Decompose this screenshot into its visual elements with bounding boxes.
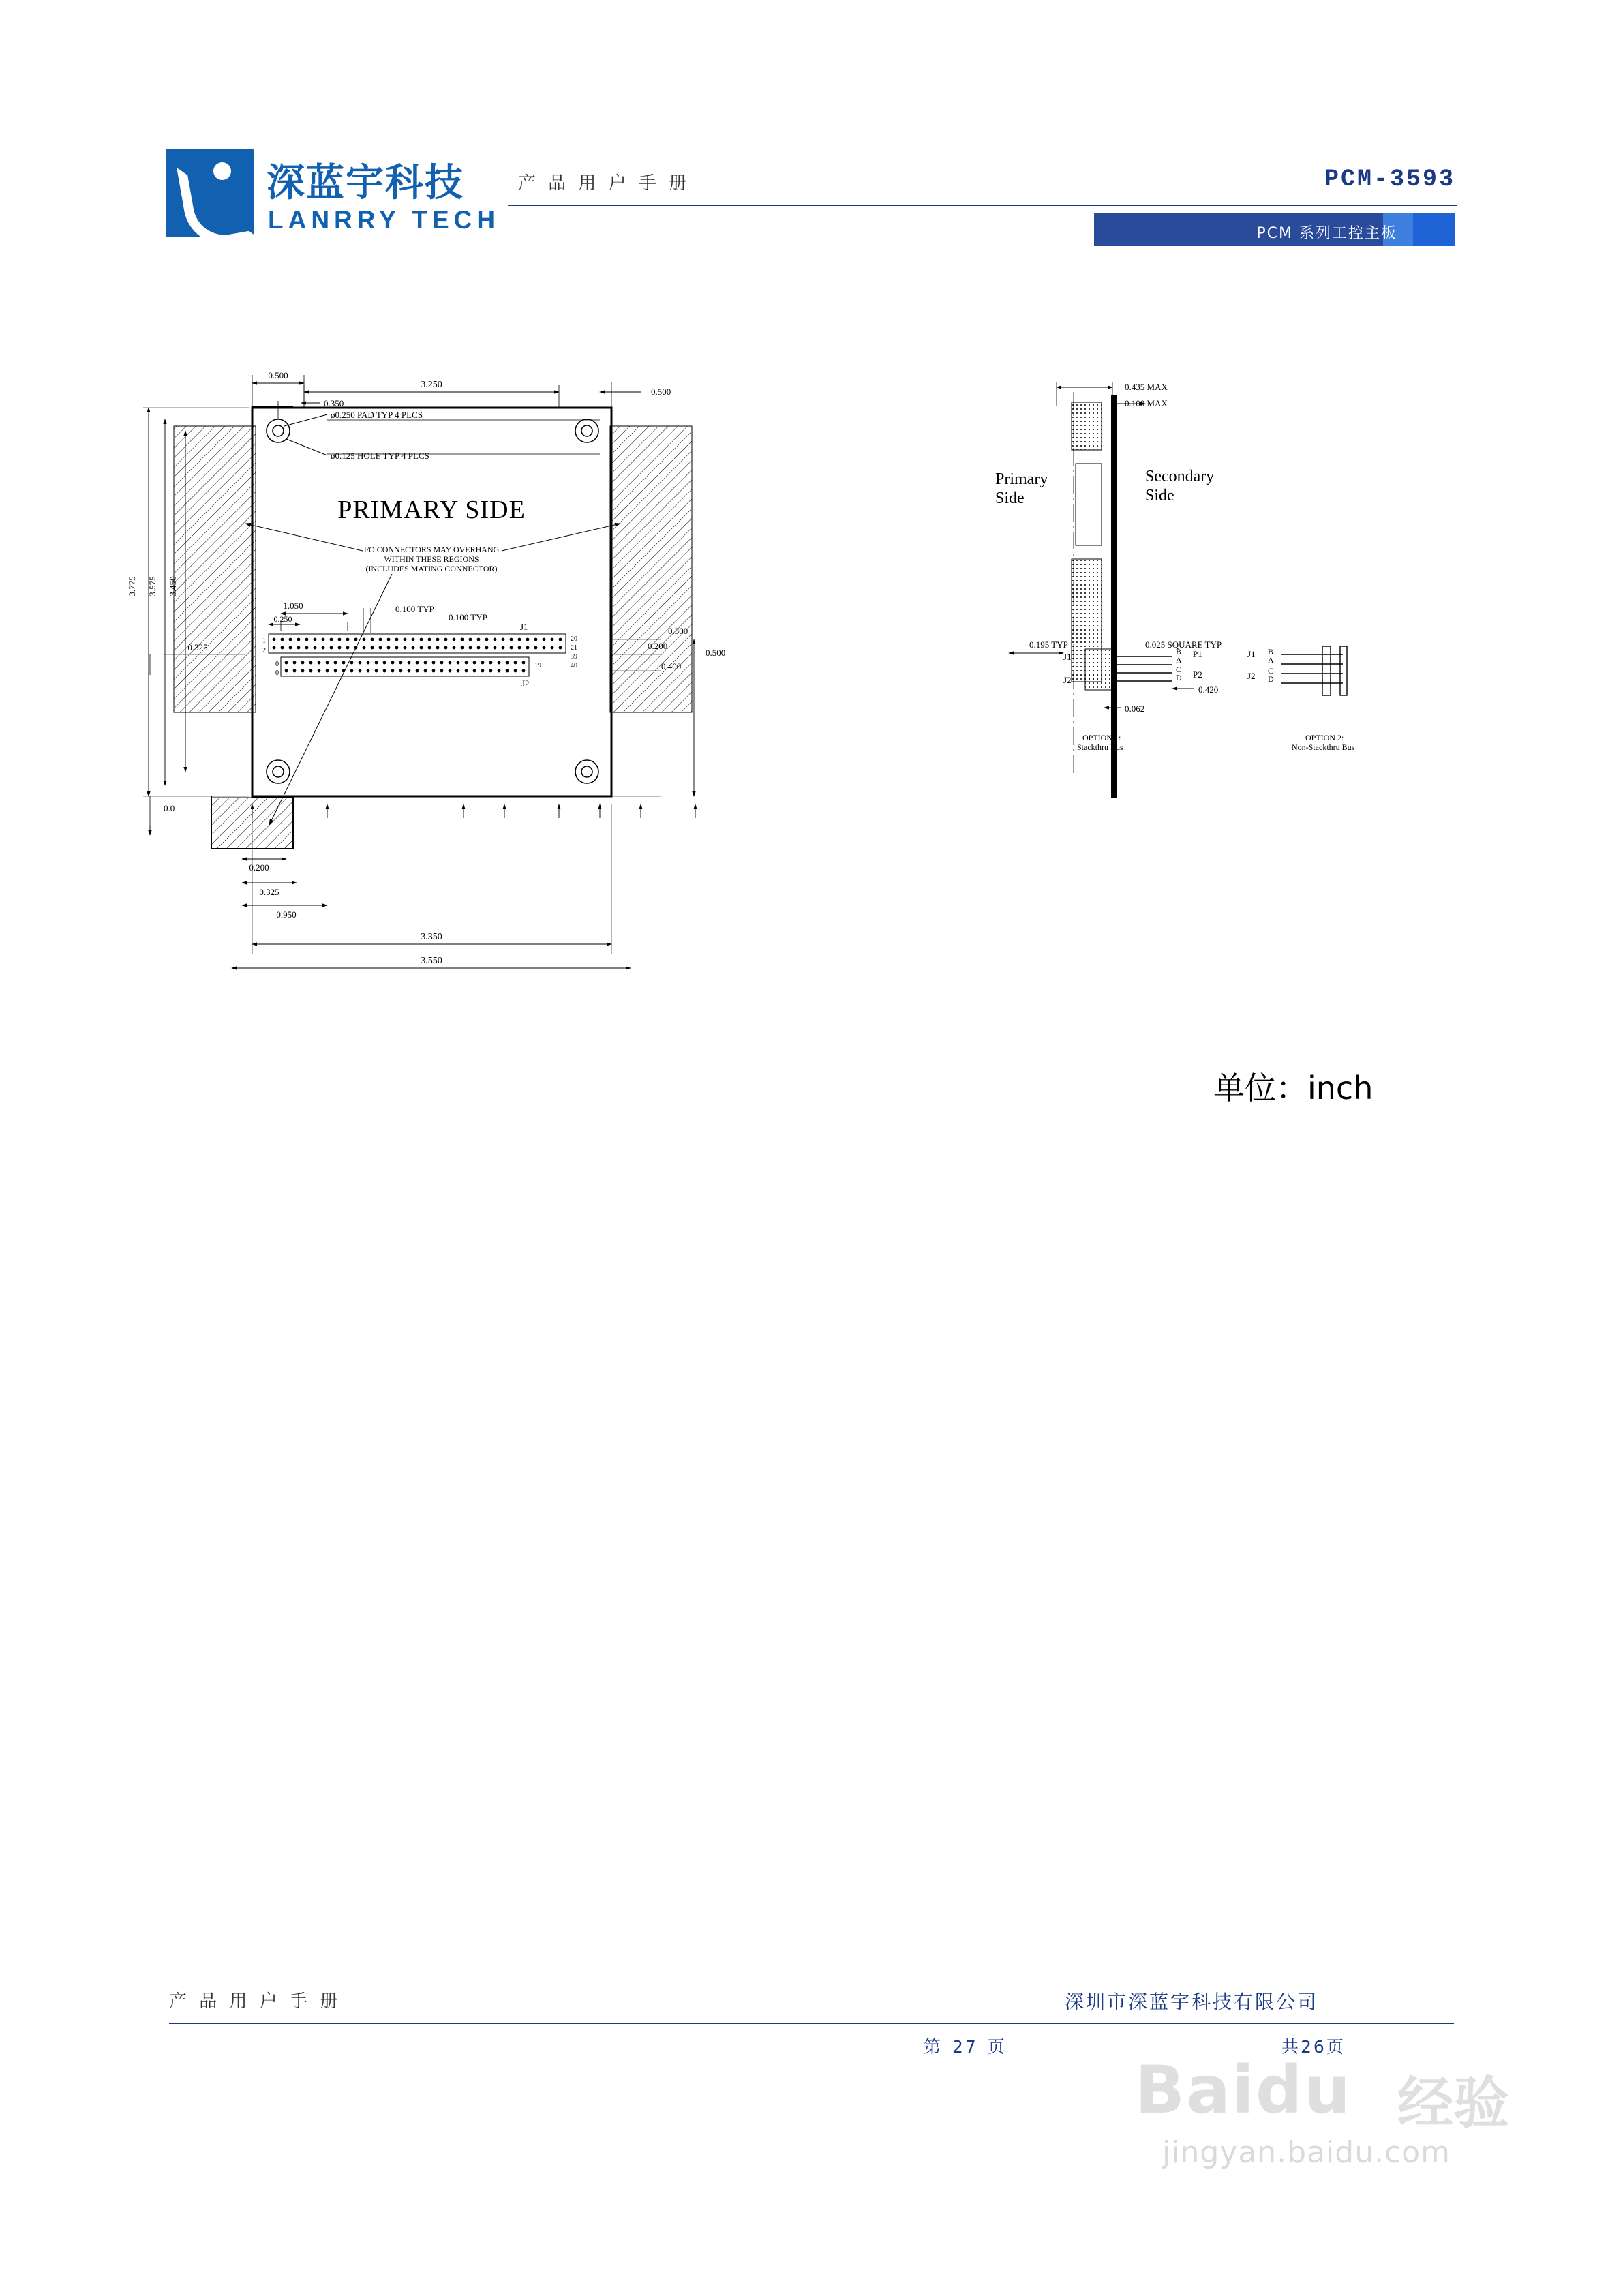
- svg-text:0.300: 0.300: [668, 626, 688, 636]
- total-pages-indicator: [1281, 2034, 1346, 2058]
- svg-text:C: C: [1176, 665, 1182, 674]
- brand-logo: [166, 149, 500, 265]
- svg-text:0.950: 0.950: [276, 909, 297, 920]
- svg-text:B: B: [1268, 647, 1274, 656]
- svg-text:D: D: [1176, 673, 1182, 682]
- svg-text:I/O CONNECTORS MAY OVERHANG: I/O CONNECTORS MAY OVERHANG: [363, 545, 500, 554]
- svg-text:Non-Stackthru Bus: Non-Stackthru Bus: [1292, 742, 1355, 752]
- svg-text:2: 2: [262, 647, 266, 654]
- header-manual-label: 产 品 用 户 手 册: [518, 173, 691, 194]
- svg-text:0.025 SQUARE TYP: 0.025 SQUARE TYP: [1145, 639, 1222, 650]
- page-suffix: 页: [987, 2037, 1007, 2057]
- svg-text:1: 1: [262, 637, 266, 645]
- svg-text:J2: J2: [1247, 671, 1256, 681]
- svg-text:Side: Side: [995, 489, 1025, 507]
- footer-company-name: 深圳市深蓝宇科技有限公司: [1065, 1991, 1319, 2013]
- svg-text:J1: J1: [1247, 649, 1256, 659]
- svg-text:3.350: 3.350: [421, 932, 442, 942]
- total-suffix: 页: [1326, 2037, 1346, 2057]
- svg-text:0.195 TYP: 0.195 TYP: [1029, 639, 1068, 650]
- svg-text:ø0.250 PAD TYP 4 PLCS: ø0.250 PAD TYP 4 PLCS: [331, 410, 423, 420]
- svg-text:40: 40: [571, 662, 577, 669]
- svg-text:B: B: [1176, 647, 1182, 656]
- svg-text:J2: J2: [521, 678, 530, 689]
- svg-text:P2: P2: [1193, 669, 1202, 680]
- header-series-bar-accent: [1413, 213, 1455, 246]
- header-model-number: PCM-3593: [1324, 166, 1455, 193]
- mechanical-drawing: [123, 354, 1506, 1173]
- page-footer: [0, 1987, 1623, 2137]
- svg-text:0.250: 0.250: [273, 614, 292, 624]
- svg-text:20: 20: [571, 635, 577, 643]
- svg-text:J2: J2: [1063, 675, 1072, 685]
- footer-divider: [169, 2023, 1454, 2024]
- svg-text:J1: J1: [1063, 652, 1072, 662]
- footer-manual-label: 产 品 用 户 手 册: [169, 1991, 342, 2012]
- svg-text:OPTION 1:: OPTION 1:: [1082, 733, 1121, 742]
- svg-text:Secondary: Secondary: [1145, 468, 1215, 485]
- page-prefix: 第: [924, 2037, 943, 2057]
- header-divider: [508, 205, 1457, 206]
- logo-chinese-name: 深蓝宇科技: [267, 161, 464, 205]
- svg-text:0: 0: [275, 669, 279, 677]
- svg-text:Primary: Primary: [995, 470, 1048, 488]
- svg-text:1.050: 1.050: [283, 601, 303, 611]
- svg-text:PRIMARY SIDE: PRIMARY SIDE: [337, 496, 526, 524]
- svg-text:A: A: [1268, 655, 1274, 665]
- svg-text:3.575: 3.575: [147, 576, 157, 596]
- svg-text:Side: Side: [1145, 487, 1174, 504]
- svg-text:0.100 TYP: 0.100 TYP: [449, 612, 487, 622]
- svg-text:0.062: 0.062: [1125, 704, 1145, 714]
- logo-english-name: LANRRY TECH: [268, 206, 500, 234]
- svg-text:0.435 MAX: 0.435 MAX: [1125, 382, 1168, 392]
- svg-text:21: 21: [571, 644, 577, 652]
- svg-text:0.200: 0.200: [249, 862, 269, 873]
- svg-text:0.500: 0.500: [706, 648, 726, 658]
- svg-text:39: 39: [571, 653, 577, 661]
- watermark-url: jingyan.baidu.com: [1162, 2135, 1451, 2170]
- svg-text:OPTION 2:: OPTION 2:: [1305, 733, 1344, 742]
- svg-text:0.500: 0.500: [651, 387, 671, 397]
- svg-text:19: 19: [534, 662, 541, 669]
- svg-text:0.200: 0.200: [648, 641, 668, 651]
- svg-text:0.500: 0.500: [268, 370, 288, 380]
- svg-text:Stackthru Bus: Stackthru Bus: [1077, 742, 1123, 752]
- logo-mark-icon: [166, 149, 254, 237]
- watermark-brand-cn: 经验: [1397, 2071, 1510, 2136]
- svg-text:3.250: 3.250: [421, 380, 442, 390]
- total-prefix: 共: [1281, 2037, 1301, 2057]
- svg-text:3.550: 3.550: [421, 956, 442, 966]
- svg-text:A: A: [1176, 655, 1182, 665]
- header-series-label: PCM 系列工控主板: [1256, 225, 1397, 242]
- svg-text:(INCLUDES MATING CONNECTOR): (INCLUDES MATING CONNECTOR): [365, 564, 498, 573]
- svg-text:0.420: 0.420: [1198, 684, 1219, 695]
- svg-text:J1: J1: [520, 622, 528, 632]
- total-number: 26: [1301, 2037, 1326, 2057]
- page-header: [0, 0, 1623, 286]
- page-indicator: [924, 2034, 1007, 2058]
- svg-text:0.400: 0.400: [661, 661, 682, 671]
- unit-note: 单位：inch: [1213, 1070, 1374, 1106]
- svg-text:0.100 MAX: 0.100 MAX: [1125, 398, 1168, 408]
- svg-text:0.350: 0.350: [324, 398, 344, 408]
- svg-text:0.100 TYP: 0.100 TYP: [395, 604, 434, 614]
- svg-text:3.775: 3.775: [127, 576, 137, 596]
- svg-text:0.325: 0.325: [259, 887, 279, 897]
- svg-text:P1: P1: [1193, 649, 1202, 659]
- svg-text:0.0: 0.0: [164, 803, 175, 813]
- svg-text:WITHIN THESE REGIONS: WITHIN THESE REGIONS: [384, 554, 479, 564]
- svg-text:C: C: [1268, 666, 1274, 676]
- page-number: 27: [952, 2037, 978, 2057]
- svg-text:3.450: 3.450: [168, 576, 178, 596]
- svg-text:0.325: 0.325: [187, 642, 208, 652]
- watermark-brand: Baidu: [1135, 2052, 1352, 2128]
- svg-text:ø0.125 HOLE TYP 4 PLCS: ø0.125 HOLE TYP 4 PLCS: [331, 451, 429, 461]
- svg-text:0: 0: [275, 661, 279, 668]
- svg-text:D: D: [1268, 674, 1274, 684]
